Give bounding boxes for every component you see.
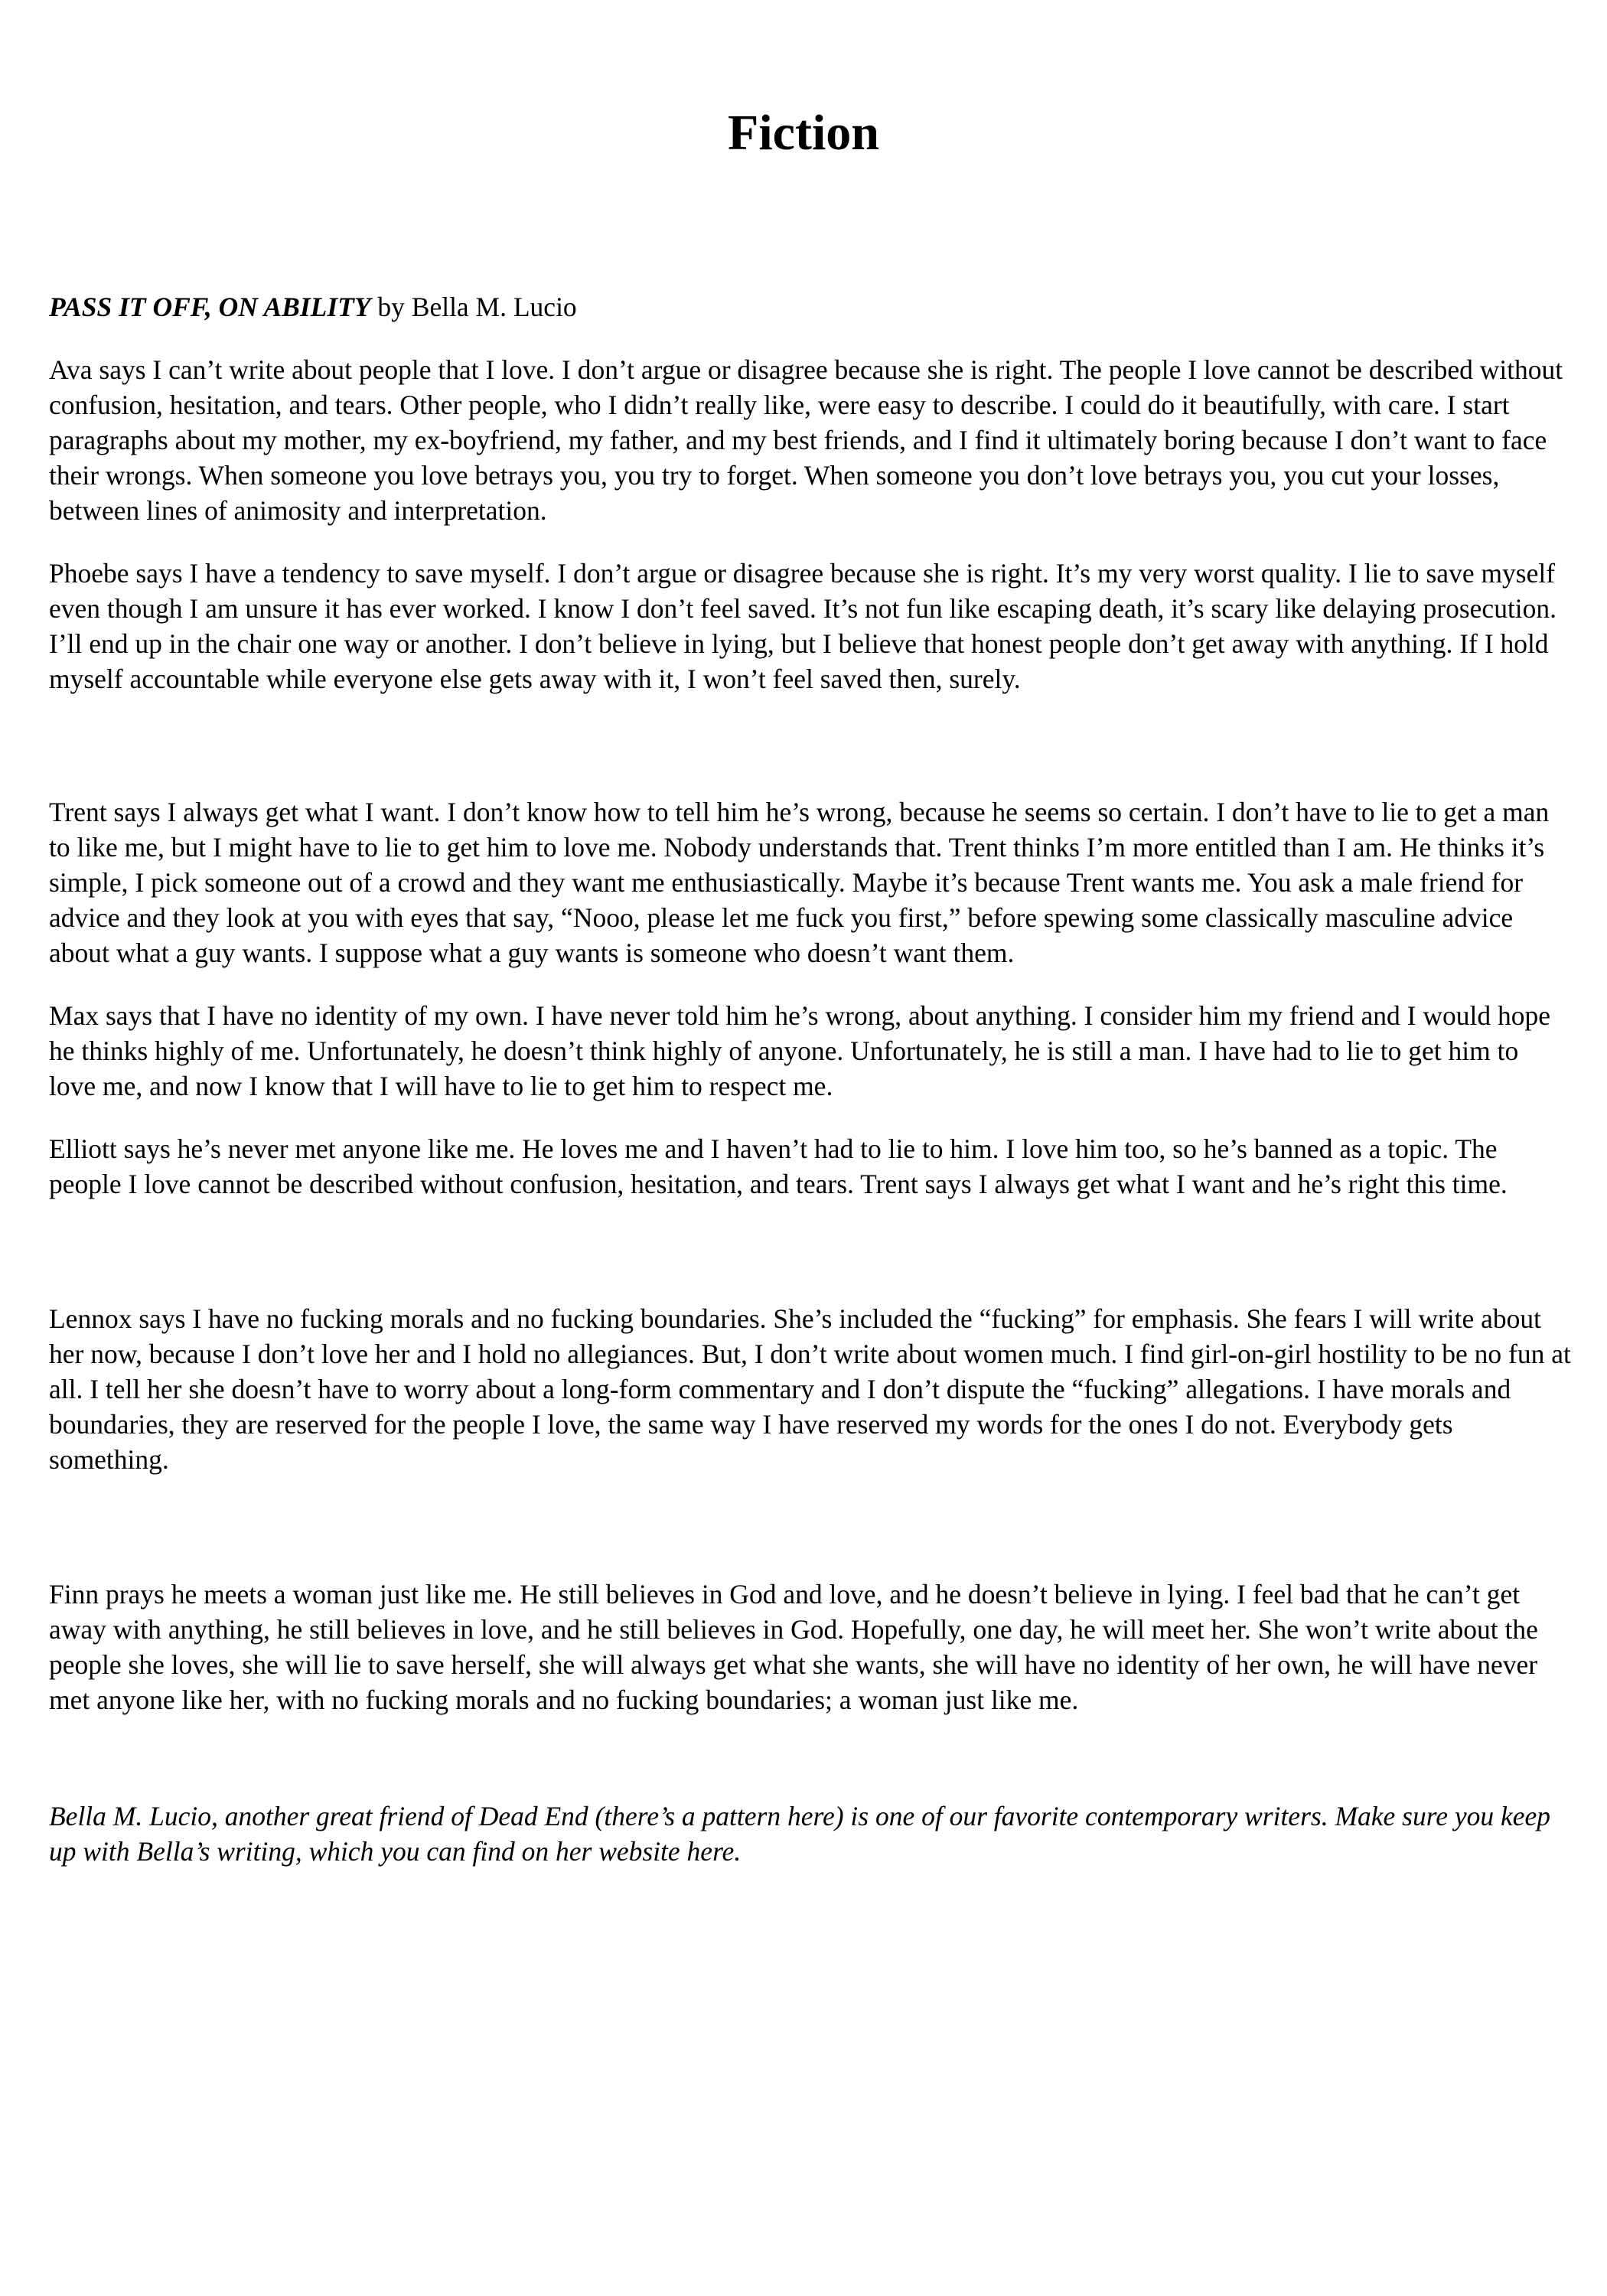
section-title: Fiction — [728, 105, 879, 161]
paragraph-phoebe: Phoebe says I have a tendency to save myself. I don’t argue or disagree because she is right. It’s my very worst quality. I lie to save myself even though I am unsure it has ever worked. I know I don’t feel saved. It’s not fun like escaping death, it’s scary like delaying prosecution. I’ll end up in the chair one way or another. I don’t believe in lying, but I believe that honest people don’t get away with anything. If I hold myself accountable while everyone else gets away with it, I won’t feel saved then, surely. — [49, 558, 1557, 694]
paragraph-lennox: Lennox says I have no fucking morals and no fucking boundaries. She’s included the “fucking” for emphasis. She fears I will write about her now, because I don’t love her and I hold no allegiances. But, I don’t write about women much. I find girl-on-girl hostility to be no fun at all. I tell her she doesn’t have to worry about a long-form commentary and I don’t dispute the “fucking” allegations. I have morals and boundaries, they are reserved for the people I love, the same way I have reserved my words for the ones I do not. Everybody gets something. — [49, 1303, 1571, 1475]
story-title: PASS IT OFF, ON ABILITY — [49, 292, 371, 322]
story-byline — [49, 289, 1572, 325]
paragraph-finn: Finn prays he meets a woman just like me. He still believes in God and love, and he doesn’t believe in lying. I feel bad that he can’t get away with anything, he still believes in love, and he still believes in God. Hopefully, one day, he will meet her. She won’t write about the people she loves, she will lie to save herself, she will always get what she wants, she will have no identity of her own, he will have never met anyone like her, with no fucking morals and no fucking boundaries; a woman just like me. — [49, 1579, 1538, 1715]
paragraph-max: Max says that I have no identity of my own. I have never told him he’s wrong, about anything. I consider him my friend and I would hope he thinks highly of me. Unfortunately, he doesn’t think highly of anyone. Unfortunately, he is still a man. I have had to lie to get him to love me, and now I know that I will have to lie to get him to respect me. — [49, 1000, 1550, 1101]
paragraph-ava: Ava says I can’t write about people that I love. I don’t argue or disagree because she is right. The people I love cannot be described without confusion, hesitation, and tears. Other people, who I didn’t really like, were easy to describe. I could do it beautifully, with care. I start paragraphs about my mother, my ex-boyfriend, my father, and my best friends, and I find it ultimately boring because I don’t want to face their wrongs. When someone you love betrays you, you try to forget. When someone you don’t love betrays you, you cut your losses, between lines of animosity and interpretation. — [49, 354, 1563, 526]
paragraph-trent: Trent says I always get what I want. I don’t know how to tell him he’s wrong, because he seems so certain. I don’t have to lie to get a man to like me, but I might have to lie to get him to love me. Nobody understands that. Trent thinks I’m more entitled than I am. He thinks it’s simple, I pick someone out of a crowd and they want me enthusiastically. Maybe it’s because Trent wants me. You ask a male friend for advice and they look at you with eyes that say, “Nooo, please let me fuck you first,” before spewing some classically masculine advice about what a guy wants. I suppose what a guy wants is someone who doesn’t want them. — [49, 797, 1550, 968]
byline-prefix: by — [370, 292, 412, 322]
author-note: Bella M. Lucio, another great friend of Dead End (there’s a pattern here) is one of our favorite contemporary writers. Make sure you keep up with Bella’s writing, which you can find on her website here. — [49, 1801, 1550, 1867]
story-body — [49, 289, 1572, 1869]
story-author: Bella M. Lucio — [411, 292, 577, 322]
paragraph-elliott: Elliott says he’s never met anyone like me. He loves me and I haven’t had to lie to him. I love him too, so he’s banned as a topic. The people I love cannot be described without confusion, hesitation, and tears. Trent says I always get what I want and he’s right this time. — [49, 1133, 1508, 1199]
